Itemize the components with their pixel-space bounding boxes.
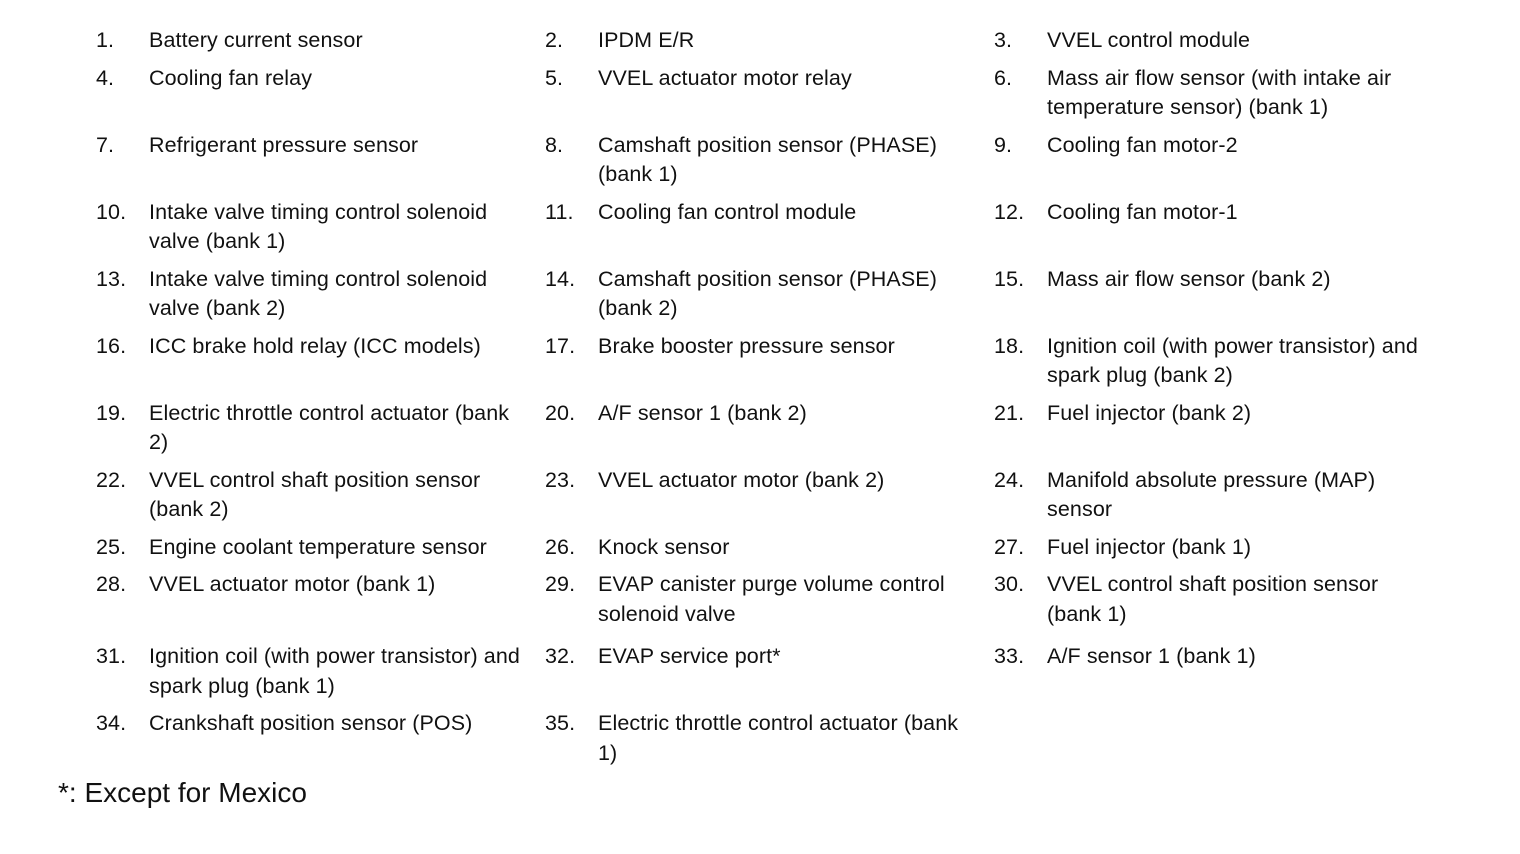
legend-row xyxy=(96,64,1496,123)
legend-item xyxy=(545,26,994,56)
legend-item-label: Crankshaft position sensor (POS) xyxy=(149,711,473,735)
legend-item-number: 14. xyxy=(545,266,576,291)
legend-row xyxy=(96,642,1496,701)
legend-row xyxy=(96,399,1496,458)
legend-row xyxy=(96,131,1496,190)
legend-item xyxy=(994,198,1443,228)
legend-item-label: Ignition coil (with power transistor) and spark plug (bank 2) xyxy=(1047,333,1418,387)
legend-item-label: Cooling fan control module xyxy=(598,199,857,224)
legend-item-label: Knock sensor xyxy=(598,534,730,559)
legend-item xyxy=(545,198,994,228)
legend-item-label: Camshaft position sensor (PHASE) (bank 1) xyxy=(598,132,937,186)
legend-item-number: 29. xyxy=(545,572,576,596)
legend-item-number: 7. xyxy=(96,132,115,157)
legend-item xyxy=(994,533,1443,563)
legend-item xyxy=(994,26,1443,56)
legend-item xyxy=(545,131,994,190)
footnote: *: Except for Mexico xyxy=(58,777,307,808)
legend-item-number: 5. xyxy=(545,65,564,90)
legend-item-label: VVEL actuator motor (bank 2) xyxy=(598,467,885,492)
legend-item xyxy=(994,642,1443,672)
legend-item xyxy=(96,198,545,257)
legend-item xyxy=(96,709,545,739)
legend-item xyxy=(994,64,1443,123)
legend-item-number: 4. xyxy=(96,65,115,90)
legend-item-number: 1. xyxy=(96,28,115,52)
legend-item-number: 26. xyxy=(545,534,576,559)
legend-item-number: 32. xyxy=(545,644,576,668)
legend-item-label: Manifold absolute pressure (MAP) sensor xyxy=(1047,467,1376,521)
legend-item xyxy=(994,570,1443,629)
legend-item-number: 3. xyxy=(994,28,1013,52)
legend-item xyxy=(96,332,545,362)
legend-item xyxy=(994,466,1443,525)
legend-item-label: Intake valve timing control solenoid valve (bank 2) xyxy=(149,266,488,320)
legend-row xyxy=(96,709,1496,768)
legend-item-label: Mass air flow sensor (with intake air temperature sensor) (bank 1) xyxy=(1047,65,1392,119)
legend-item-label: Cooling fan relay xyxy=(149,65,313,90)
legend-item-label: Electric throttle control actuator (bank 2) xyxy=(149,400,510,454)
legend-row xyxy=(96,533,1496,563)
legend-row xyxy=(96,26,1496,56)
legend-item-number: 16. xyxy=(96,333,127,358)
legend-item-label: Mass air flow sensor (bank 2) xyxy=(1047,266,1331,291)
legend-item-label: EVAP canister purge volume control solenoid valve xyxy=(598,572,945,626)
legend-item-label: Brake booster pressure sensor xyxy=(598,333,895,358)
legend-item-label: EVAP service port* xyxy=(598,644,781,668)
legend-item-number: 34. xyxy=(96,711,127,735)
legend-row xyxy=(96,466,1496,525)
legend-item xyxy=(96,64,545,94)
component-legend xyxy=(96,18,1496,768)
legend-item-number: 31. xyxy=(96,644,127,668)
legend-item xyxy=(545,265,994,324)
legend-item xyxy=(96,533,545,563)
legend-item xyxy=(994,332,1443,391)
legend-item xyxy=(545,64,994,94)
legend-item-label: Electric throttle control actuator (bank 1) xyxy=(598,711,959,765)
legend-item-label: Cooling fan motor-1 xyxy=(1047,199,1238,224)
legend-item-number: 9. xyxy=(994,132,1013,157)
legend-item-number: 13. xyxy=(96,266,127,291)
legend-item xyxy=(545,642,994,672)
legend-item-label: VVEL actuator motor relay xyxy=(598,65,852,90)
legend-item-label: Intake valve timing control solenoid valve (bank 1) xyxy=(149,199,488,253)
legend-item-number: 35. xyxy=(545,711,576,735)
legend-item-label: VVEL control shaft position sensor (bank 1) xyxy=(1047,572,1379,626)
legend-item xyxy=(96,265,545,324)
legend-item-number: 27. xyxy=(994,534,1025,559)
legend-item-label: Fuel injector (bank 2) xyxy=(1047,400,1252,425)
legend-item-number: 19. xyxy=(96,400,127,425)
legend-item-number: 20. xyxy=(545,400,576,425)
legend-item-label: A/F sensor 1 (bank 1) xyxy=(1047,644,1256,668)
legend-item-number: 12. xyxy=(994,199,1025,224)
legend-item-label: Camshaft position sensor (PHASE) (bank 2) xyxy=(598,266,937,320)
legend-item xyxy=(96,399,545,458)
legend-item-number: 6. xyxy=(994,65,1013,90)
legend-item xyxy=(545,709,994,768)
legend-item xyxy=(96,26,545,56)
legend-row xyxy=(96,265,1496,324)
legend-item-number: 23. xyxy=(545,467,576,492)
legend-item-number: 25. xyxy=(96,534,127,559)
legend-item-label: A/F sensor 1 (bank 2) xyxy=(598,400,807,425)
legend-item xyxy=(994,265,1443,295)
legend-item-number: 11. xyxy=(545,199,574,224)
legend-item-number: 30. xyxy=(994,572,1025,596)
legend-item-number: 22. xyxy=(96,467,127,492)
legend-item xyxy=(545,466,994,496)
legend-item-label: VVEL actuator motor (bank 1) xyxy=(149,572,436,596)
legend-item-number: 21. xyxy=(994,400,1025,425)
legend-item-label: VVEL control shaft position sensor (bank 2) xyxy=(149,467,481,521)
legend-item-label: Engine coolant temperature sensor xyxy=(149,534,487,559)
legend-item-number: 33. xyxy=(994,644,1025,668)
legend-item xyxy=(96,570,545,600)
legend-item-number: 8. xyxy=(545,132,564,157)
legend-item xyxy=(994,131,1443,161)
legend-item xyxy=(96,466,545,525)
legend-row xyxy=(96,198,1496,257)
legend-item-number: 17. xyxy=(545,333,576,358)
legend-item xyxy=(545,399,994,429)
legend-item xyxy=(96,642,545,701)
legend-item-label: Cooling fan motor-2 xyxy=(1047,132,1238,157)
legend-item-number: 18. xyxy=(994,333,1025,358)
legend-item-number: 28. xyxy=(96,572,127,596)
legend-item-label: Battery current sensor xyxy=(149,28,363,52)
legend-item-number: 15. xyxy=(994,266,1025,291)
legend-item-number: 24. xyxy=(994,467,1025,492)
legend-item xyxy=(545,533,994,563)
legend-item-label: ICC brake hold relay (ICC models) xyxy=(149,333,481,358)
legend-item-number: 2. xyxy=(545,28,564,52)
legend-item xyxy=(545,570,994,629)
legend-item-label: Ignition coil (with power transistor) and spark plug (bank 1) xyxy=(149,644,520,698)
legend-item-label: Fuel injector (bank 1) xyxy=(1047,534,1252,559)
legend-item-label: Refrigerant pressure sensor xyxy=(149,132,419,157)
legend-item-number: 10. xyxy=(96,199,127,224)
legend-item-label: VVEL control module xyxy=(1047,28,1251,52)
legend-item-label: IPDM E/R xyxy=(598,28,695,52)
legend-row xyxy=(96,332,1496,391)
legend-item xyxy=(994,399,1443,429)
legend-item xyxy=(96,131,545,161)
legend-row xyxy=(96,570,1496,629)
legend-item xyxy=(545,332,994,362)
